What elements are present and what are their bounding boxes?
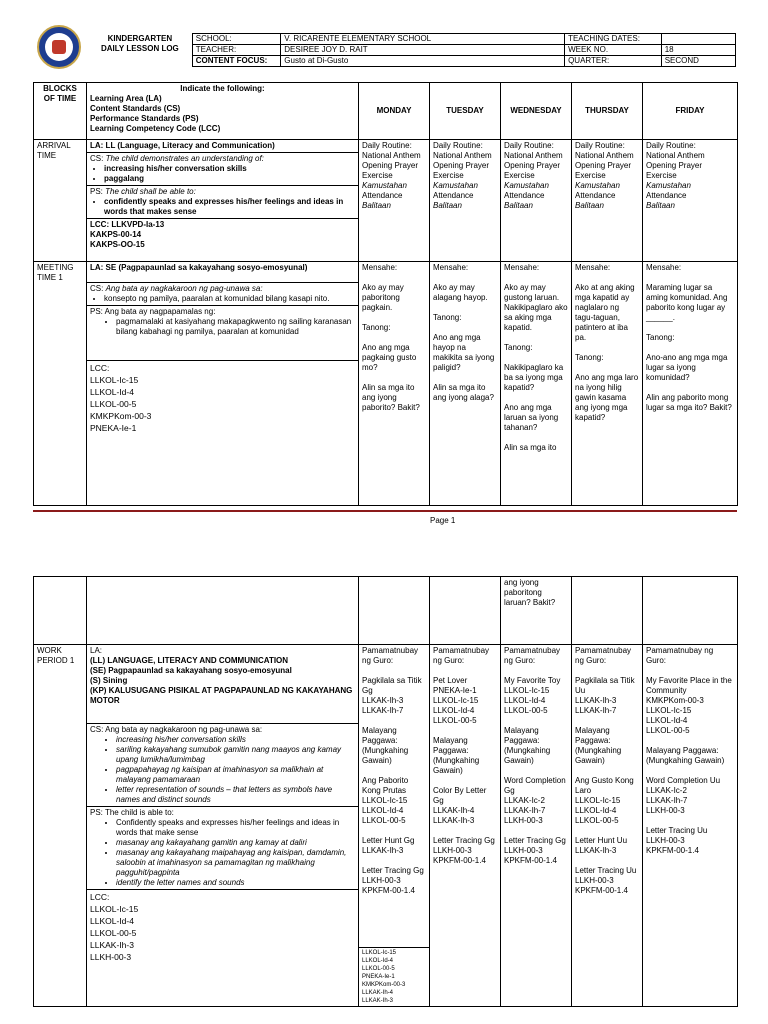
header-table: [88, 33, 736, 67]
work-wednesday: Pamamatnubay ng Guro: My Favorite Toy LLKOL-Ic-15 LLKOL-Id-4 LLKOL-00-5 Malayang Paggawa: (Mungkahing Gawain) Word Completion Gg LLKAK-Ic-2 LLKAK-Ih-7 LLKH-00-3 Letter Tracing Gg LLKH-00-3 KPKFM-00-1.4: [501, 645, 572, 1007]
work-monday: [359, 645, 430, 1007]
meeting-cs: CS: Ang bata ay nagkakaroon ng pag-unawa sa: • konsepto ng pamilya, paaralan at komunidad bilang kasapi nito.: [87, 282, 358, 305]
school-value: V. RICARENTE ELEMENTARY SCHOOL: [281, 34, 565, 45]
col-friday: FRIDAY: [643, 83, 738, 140]
arrival-routine-friday: Daily Routine: National Anthem Opening Prayer Exercise Kamustahan Attendance Balitaan: [643, 140, 738, 262]
arrival-routine-thursday: Daily Routine: National Anthem Opening Prayer Exercise Kamustahan Attendance Balitaan: [572, 140, 643, 262]
work-ps: PS: The child is able to: • Confidently speaks and expresses his/her feelings and ideas in words that make sense • masanay ang kakayahang gamitin ang kamay at daliri • masanay ang kakayahang maipahayag ang kaisipan, damdamin, saloobin at imahinasyon sa pamamagitan ng malikhaing pagguhit/pagpinta • identify the letter names and sounds: [87, 806, 358, 889]
focus-value: Gusto at Di-Gusto: [281, 56, 565, 67]
quarter-value: SECOND: [661, 56, 735, 67]
work-monday-plan: Pamamatnubay ng Guro: Pagkilala sa Titik Gg LLKAK-Ih-3 LLKAK-Ih-7 Malayang Paggawa: (Mungkahing Gawain) Ang Paborito Kong Prutas LLKOL-Ic-15 LLKOL-Id-4 LLKOL-00-5 Letter Hunt Gg LLKAK-Ih-3 Letter Tracing Gg LLKH-00-3 KPKFM-00-1.4: [362, 646, 424, 895]
meeting-indicators: [87, 262, 359, 506]
col-thursday: THURSDAY: [572, 83, 643, 140]
page-footer-rule: [33, 510, 737, 512]
focus-label: CONTENT FOCUS:: [192, 56, 281, 67]
work-block: WORK PERIOD 1: [34, 645, 87, 1007]
dates-label: TEACHING DATES:: [565, 34, 662, 45]
col-wednesday: WEDNESDAY: [501, 83, 572, 140]
work-thursday: Pamamatnubay ng Guro: Pagkilala sa Titik Uu LLKAK-Ih-3 LLKAK-Ih-7 Malayang Paggawa: (Mungkahing Gawain) Ang Gusto Kong Laro LLKOL-Ic-15 LLKOL-Id-4 LLKOL-00-5 Letter Hunt Uu LLKAK-Ih-3 Letter Tracing Uu LLKH-00-3 KPKFM-00-1.4: [572, 645, 643, 1007]
meeting-la: LA: SE (Pagpapaunlad sa kakayahang sosyo-emosyunal): [90, 263, 308, 272]
dates-value: [661, 34, 735, 45]
arrival-la: LA: LL (Language, Literacy and Communication): [90, 141, 275, 150]
col-tuesday: TUESDAY: [430, 83, 501, 140]
page-number: Page 1: [430, 516, 456, 525]
dll-title: KINDERGARTEN DAILY LESSON LOG: [100, 33, 179, 53]
meeting-lcc: LCC: LLKOL-Ic-15 LLKOL-Id-4 LLKOL-00-5 KMKPKom-00-3 PNEKA-Ie-1: [87, 360, 358, 435]
deped-seal-icon: [37, 25, 81, 69]
col-blocks-of-time: BLOCKS OF TIME: [34, 83, 87, 140]
meeting-block: MEETING TIME 1: [34, 262, 87, 506]
col-indicate: Indicate the following: Learning Area (LA) Content Standards (CS) Performance Standards (PS) Learning Competency Code (LCC): [87, 83, 359, 140]
work-la: LA: (LL) LANGUAGE, LITERACY AND COMMUNICATION (SE) Pagpapaunlad sa kakayahang sosyo-emosyunal (S) Sining (KP) KALUSUGANG PISIKAL AT PAGPAPAUNLAD NG KAKAYAHANG MOTOR: [90, 646, 353, 705]
work-friday: Pamamatnubay ng Guro: My Favorite Place in the Community KMKPKom-00-3 LLKOL-Ic-15 LLKOL-Id-4 LLKOL-00-5 Malayang Paggawa: (Mungkahing Gawain) Word Completion Uu LLKAK-Ic-2 LLKAK-Ih-7 LLKH-00-3 Letter Tracing Uu LLKH-00-3 KPKFM-00-1.4: [643, 645, 738, 1007]
arrival-ps: PS: The child shall be able to: • confidently speaks and expresses his/her feelings and ideas in words that makes sense: [87, 185, 358, 218]
meeting-thursday: Mensahe: Ako at ang aking mga kapatid ay naglalaro ng tagu-taguan, patintero at iba pa. Tanong: Ano ang mga laro na iyong hilig gawin kasama ang iyong mga kapatid?: [572, 262, 643, 506]
arrival-indicators: [87, 140, 359, 262]
meeting-monday: Mensahe: Ako ay may paboritong pagkain. Tanong: Ano ang mga pagkaing gusto mo? Alin sa mga ito ang iyong paborito? Bakit?: [359, 262, 430, 506]
quarter-label: QUARTER:: [565, 56, 662, 67]
work-cs: CS: Ang bata ay nagkakaroon ng pag-unawa sa: • increasing his/her conversation skills • sariling kakayahang sumubok gamitin nang maayos ang kamay upang lumikha/lumimbag • pagpapahayag ng kaisipan at imahinasyon sa malikhain at malayang pamamaraan • letter representation of sounds – that letters as symbols have names and distinct sounds: [87, 723, 358, 806]
school-label: SCHOOL:: [192, 34, 281, 45]
work-tuesday: Pamamatnubay ng Guro: Pet Lover PNEKA-Ie-1 LLKOL-Ic-15 LLKOL-Id-4 LLKOL-00-5 Malayang Paggawa: (Mungkahing Gawain) Color By Letter Gg LLKAK-Ih-4 LLKAK-Ih-3 Letter Tracing Gg LLKH-00-3 KPKFM-00-1.4: [430, 645, 501, 1007]
teacher-value: DESIREE JOY D. RAIT: [281, 45, 565, 56]
arrival-routine-wednesday: Daily Routine: National Anthem Opening Prayer Exercise Kamustahan Attendance Balitaan: [501, 140, 572, 262]
lesson-table-page1: [33, 82, 738, 506]
meeting-tuesday: Mensahe: Ako ay may alagang hayop. Tanong: Ano ang mga hayop na makikita sa iyong paligid? Alin sa mga ito ang iyong alaga?: [430, 262, 501, 506]
lesson-table-page2: [33, 576, 738, 1007]
week-value: 18: [661, 45, 735, 56]
arrival-routine-tuesday: Daily Routine: National Anthem Opening Prayer Exercise Kamustahan Attendance Balitaan: [430, 140, 501, 262]
work-indicators: [87, 645, 359, 1007]
arrival-cs: CS: The child demonstrates an understanding of: • increasing his/her conversation skills • paggalang: [87, 152, 358, 185]
arrival-routine-monday: Daily Routine: National Anthem Opening Prayer Exercise Kamustahan Attendance Balitaan: [359, 140, 430, 262]
meeting-ps: PS: Ang bata ay nagpapamalas ng: • pagmamalaki at kasiyahang makapagkwento ng sailing karanasan bilang kabahagi ng pamilya, paaralan at komunidad: [87, 305, 358, 360]
col-monday: MONDAY: [359, 83, 430, 140]
meeting-wednesday: Mensahe: Ako ay may gustong laruan. Nakikipaglaro ako sa aking mga kapatid. Tanong: Nakikipaglaro ka ba sa iyong mga kapatid? Ano ang mga laruan sa iyong tahanan? Alin sa mga ito: [501, 262, 572, 506]
work-lcc: LCC: LLKOL-Ic-15 LLKOL-Id-4 LLKOL-00-5 LLKAK-Ih-3 LLKH-00-3: [87, 889, 358, 972]
week-label: WEEK NO.: [565, 45, 662, 56]
arrival-block: ARRIVAL TIME: [34, 140, 87, 262]
meeting-friday: Mensahe: Maraming lugar sa aming komunidad. Ang paborito kong lugar ay ______. Tanong: Ano-ano ang mga mga lugar sa iyong komunidad? Alin ang paborito mong lugar sa mga ito? Bakit?: [643, 262, 738, 506]
meeting-wednesday-continued: ang iyong paboritong laruan? Bakit?: [501, 577, 572, 645]
teacher-label: TEACHER:: [192, 45, 281, 56]
work-monday-lcc: LLKOL-Ic-15 LLKOL-Id-4 LLKOL-00-5 PNEKA-Ie-1 KMKPKom-00-3 LLKAK-Ih-4 LLKAK-Ih-3: [359, 947, 429, 1006]
arrival-lcc: LCC: LLKVPD-Ia-13 KAKPS-00-14 KAKPS-OO-15: [87, 218, 358, 251]
